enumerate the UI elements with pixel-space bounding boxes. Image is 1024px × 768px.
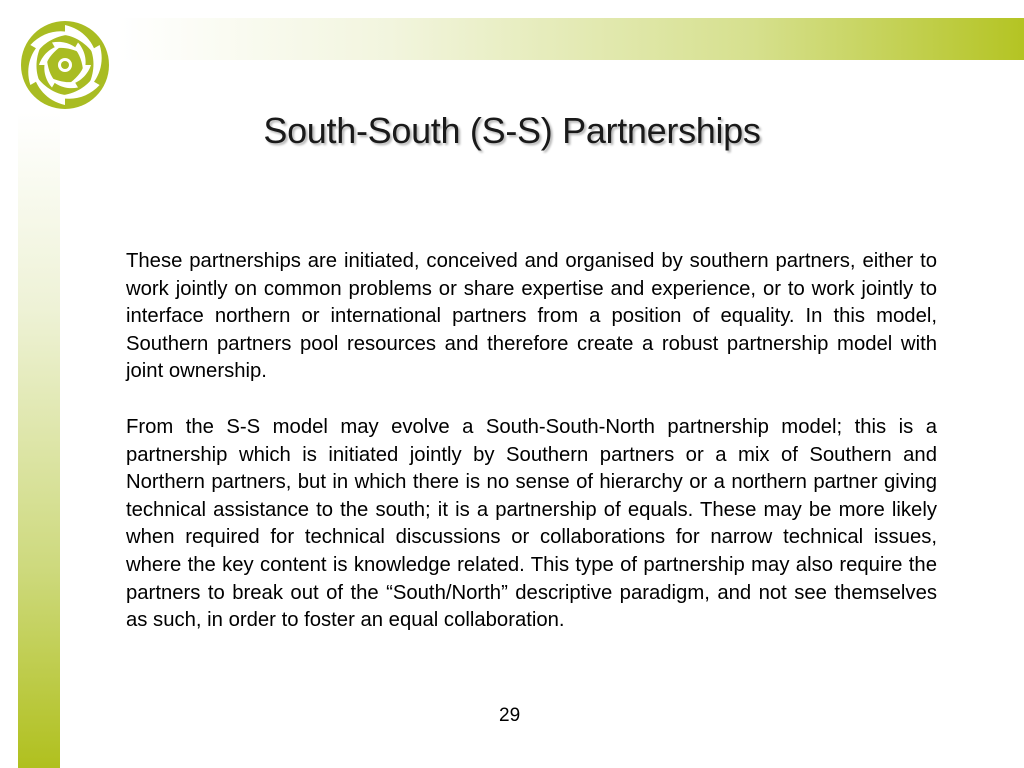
page-number: 29 (499, 705, 521, 726)
green-swirl-logo-icon (18, 18, 112, 112)
left-gradient-band (18, 112, 60, 768)
top-gradient-band (118, 18, 1024, 60)
paragraph-ssn-partnerships: From the S-S model may evolve a South-South-North partnership model; this is a partnership which is initiated jointly by Southern partners or a mix of Southern and Northern partners, but in which there is no sense of hierarchy or a northern partner giving technical assistance to the south; it is a partnership of equals. These may be more likely when required for technical discussions or collaborations for narrow technical issues, where the key content is knowledge related. This type of partnership may also require the partners to break out of the “South/North” descriptive paradigm, and not see themselves as such, in order to foster an equal collaboration. (126, 415, 937, 632)
slide-title: South-South (S-S) Partnerships (263, 110, 761, 151)
slide-body (126, 248, 937, 663)
paragraph-ss-partnerships: These partnerships are initiated, conceived and organised by southern partners, either to work jointly on common problems or share expertise and experience, or to work jointly to interface northern or international partners from a position of equality. In this model, Southern partners pool resources and therefore create a robust partnership model with joint ownership. (126, 250, 937, 383)
